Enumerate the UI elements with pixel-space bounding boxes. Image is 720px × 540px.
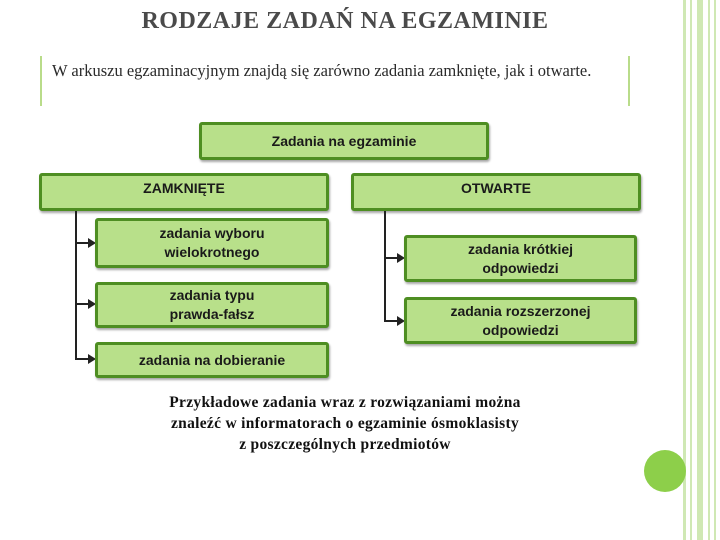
- decorative-stripe: [690, 0, 692, 540]
- intro-text: W arkuszu egzaminacyjnym znajdą się zarówno zadania zamknięte, jak i otwarte.: [52, 61, 592, 80]
- closed-item-true-false: [95, 282, 329, 328]
- node-label-line: odpowiedzi: [482, 321, 559, 338]
- node-label-line: odpowiedzi: [482, 259, 559, 276]
- open-category-node: [351, 173, 641, 211]
- caption-line: Przykładowe zadania wraz z rozwiązaniami można: [169, 394, 521, 411]
- node-label-line: wielokrotnego: [164, 244, 260, 260]
- node-label-line: zadania na dobieranie: [138, 351, 286, 368]
- connector-line: [75, 358, 89, 360]
- slide-title: RODZAJE ZADAŃ NA EGZAMINIE: [141, 8, 549, 34]
- node-label-line: zadania typu: [169, 287, 255, 303]
- decorative-circle: [644, 450, 686, 492]
- open-category-label: OTWARTE: [461, 180, 531, 196]
- closed-item-multiple-choice: [95, 218, 329, 268]
- root-node: [199, 122, 489, 160]
- root-node-label: Zadania na egzaminie: [271, 132, 417, 149]
- decorative-stripe: [708, 0, 710, 540]
- decorative-stripe: [697, 0, 703, 540]
- decorative-stripe: [714, 0, 716, 540]
- caption-line: z poszczególnych przedmiotów: [239, 436, 451, 453]
- connector-line: [384, 257, 398, 259]
- open-item-extended-answer: [404, 297, 637, 344]
- closed-category-label: ZAMKNIĘTE: [143, 180, 225, 196]
- closed-category-node: [39, 173, 329, 211]
- decorative-stripe: [683, 0, 686, 540]
- node-label-line: zadania krótkiej: [467, 240, 574, 257]
- node-label-line: zadania wyboru: [159, 225, 265, 241]
- connector-line: [75, 211, 77, 359]
- connector-line: [75, 303, 89, 305]
- connector-line: [384, 211, 386, 321]
- node-label-line: prawda-fałsz: [169, 306, 255, 322]
- connector-line: [384, 320, 398, 322]
- open-item-short-answer: [404, 235, 637, 282]
- node-label-line: zadania rozszerzonej: [450, 302, 591, 319]
- connector-line: [75, 242, 89, 244]
- closed-item-matching: [95, 342, 329, 378]
- caption-line: znaleźć w informatorach o egzaminie ósmoklasisty: [170, 415, 520, 432]
- caption: [100, 392, 590, 455]
